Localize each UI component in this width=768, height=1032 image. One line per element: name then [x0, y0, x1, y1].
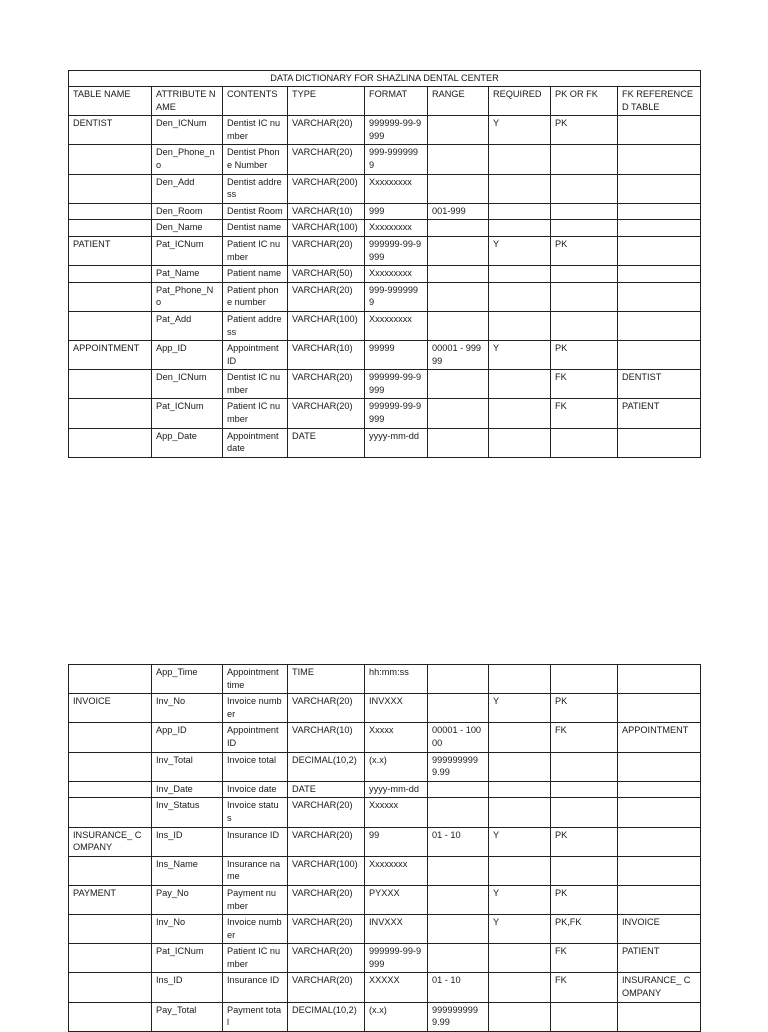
- format-cell: yyyy-mm-dd: [365, 428, 428, 457]
- table-name-cell: [69, 856, 152, 885]
- attribute-name-cell: Inv_Total: [152, 752, 223, 781]
- type-cell: VARCHAR(10): [288, 341, 365, 370]
- key-cell: [551, 145, 618, 174]
- table-name-cell: [69, 798, 152, 827]
- table-row: [69, 236, 701, 265]
- table-row: [69, 116, 701, 145]
- attribute-name-cell: Ins_ID: [152, 973, 223, 1002]
- type-cell: VARCHAR(10): [288, 723, 365, 752]
- required-cell: [489, 973, 551, 1002]
- format-cell: 999-9999999: [365, 282, 428, 311]
- key-cell: PK: [551, 885, 618, 914]
- required-cell: [489, 282, 551, 311]
- key-cell: [551, 752, 618, 781]
- format-cell: 999999-99-9999: [365, 370, 428, 399]
- format-cell: (x.x): [365, 1002, 428, 1031]
- attribute-name-cell: Den_Phone_no: [152, 145, 223, 174]
- format-cell: yyyy-mm-dd: [365, 781, 428, 798]
- fk-reference-cell: [618, 694, 701, 723]
- fk-reference-cell: [618, 266, 701, 283]
- fk-reference-cell: INVOICE: [618, 915, 701, 944]
- fk-reference-cell: [618, 145, 701, 174]
- table-name-cell: [69, 915, 152, 944]
- table-row: [69, 723, 701, 752]
- range-cell: 01 - 10: [428, 973, 489, 1002]
- format-cell: 99999: [365, 341, 428, 370]
- required-cell: [489, 203, 551, 220]
- contents-cell: Invoice number: [223, 694, 288, 723]
- column-header: FK REFERENCED TABLE: [618, 87, 701, 116]
- key-cell: PK: [551, 236, 618, 265]
- contents-cell: Patient IC number: [223, 399, 288, 428]
- range-cell: [428, 798, 489, 827]
- type-cell: VARCHAR(20): [288, 145, 365, 174]
- fk-reference-cell: DENTIST: [618, 370, 701, 399]
- table-row: [69, 399, 701, 428]
- fk-reference-cell: [618, 798, 701, 827]
- key-cell: [551, 311, 618, 340]
- range-cell: [428, 915, 489, 944]
- table-row: [69, 944, 701, 973]
- contents-cell: Dentist name: [223, 220, 288, 237]
- fk-reference-cell: [618, 827, 701, 856]
- table-name-cell: [69, 174, 152, 203]
- required-cell: [489, 856, 551, 885]
- required-cell: Y: [489, 116, 551, 145]
- attribute-name-cell: Ins_ID: [152, 827, 223, 856]
- type-cell: DECIMAL(10,2): [288, 1002, 365, 1031]
- title-row: [69, 71, 701, 87]
- table-row: [69, 1002, 701, 1031]
- format-cell: 999999-99-9999: [365, 236, 428, 265]
- format-cell: 999: [365, 203, 428, 220]
- range-cell: 9999999999.99: [428, 1002, 489, 1031]
- contents-cell: Dentist address: [223, 174, 288, 203]
- contents-cell: Insurance name: [223, 856, 288, 885]
- column-header: RANGE: [428, 87, 489, 116]
- table-row: [69, 915, 701, 944]
- format-cell: 999-9999999: [365, 145, 428, 174]
- table-name-cell: [69, 781, 152, 798]
- range-cell: [428, 885, 489, 914]
- required-cell: [489, 428, 551, 457]
- attribute-name-cell: Den_ICNum: [152, 370, 223, 399]
- attribute-name-cell: App_Date: [152, 428, 223, 457]
- contents-cell: Invoice status: [223, 798, 288, 827]
- contents-cell: Patient phone number: [223, 282, 288, 311]
- table-row: [69, 220, 701, 237]
- attribute-name-cell: Inv_Date: [152, 781, 223, 798]
- range-cell: [428, 694, 489, 723]
- fk-reference-cell: [618, 282, 701, 311]
- type-cell: VARCHAR(20): [288, 885, 365, 914]
- required-cell: [489, 723, 551, 752]
- key-cell: [551, 665, 618, 694]
- table-name-cell: [69, 203, 152, 220]
- attribute-name-cell: Pat_ICNum: [152, 944, 223, 973]
- contents-cell: Appointment time: [223, 665, 288, 694]
- contents-cell: Dentist Room: [223, 203, 288, 220]
- table-name-cell: [69, 145, 152, 174]
- table-name-cell: [69, 428, 152, 457]
- column-header: REQUIRED: [489, 87, 551, 116]
- required-cell: Y: [489, 885, 551, 914]
- format-cell: hh:mm:ss: [365, 665, 428, 694]
- key-cell: FK: [551, 944, 618, 973]
- required-cell: [489, 665, 551, 694]
- contents-cell: Patient name: [223, 266, 288, 283]
- type-cell: DATE: [288, 781, 365, 798]
- required-cell: [489, 370, 551, 399]
- contents-cell: Patient address: [223, 311, 288, 340]
- table-row: [69, 752, 701, 781]
- required-cell: Y: [489, 827, 551, 856]
- required-cell: Y: [489, 915, 551, 944]
- fk-reference-cell: [618, 116, 701, 145]
- required-cell: [489, 266, 551, 283]
- data-dictionary-table-page-2: [68, 664, 701, 1032]
- attribute-name-cell: Den_Room: [152, 203, 223, 220]
- fk-reference-cell: PATIENT: [618, 944, 701, 973]
- attribute-name-cell: Pat_Add: [152, 311, 223, 340]
- fk-reference-cell: [618, 1002, 701, 1031]
- table-name-cell: [69, 944, 152, 973]
- key-cell: [551, 428, 618, 457]
- key-cell: [551, 781, 618, 798]
- key-cell: [551, 856, 618, 885]
- contents-cell: Dentist IC number: [223, 370, 288, 399]
- required-cell: [489, 944, 551, 973]
- fk-reference-cell: [618, 428, 701, 457]
- fk-reference-cell: [618, 781, 701, 798]
- contents-cell: Patient IC number: [223, 944, 288, 973]
- type-cell: VARCHAR(10): [288, 203, 365, 220]
- range-cell: 9999999999.99: [428, 752, 489, 781]
- range-cell: [428, 781, 489, 798]
- type-cell: VARCHAR(200): [288, 174, 365, 203]
- format-cell: (x.x): [365, 752, 428, 781]
- key-cell: [551, 203, 618, 220]
- type-cell: VARCHAR(100): [288, 220, 365, 237]
- type-cell: VARCHAR(20): [288, 827, 365, 856]
- contents-cell: Patient IC number: [223, 236, 288, 265]
- attribute-name-cell: Inv_No: [152, 915, 223, 944]
- format-cell: Xxxxx: [365, 723, 428, 752]
- required-cell: Y: [489, 341, 551, 370]
- type-cell: VARCHAR(20): [288, 694, 365, 723]
- table-name-cell: [69, 311, 152, 340]
- format-cell: Xxxxxxxx: [365, 856, 428, 885]
- format-cell: INVXXX: [365, 915, 428, 944]
- key-cell: PK: [551, 694, 618, 723]
- table-row: [69, 341, 701, 370]
- range-cell: 00001 - 10000: [428, 723, 489, 752]
- required-cell: [489, 798, 551, 827]
- table-name-cell: INSURANCE_ COMPANY: [69, 827, 152, 856]
- format-cell: Xxxxxxxxx: [365, 311, 428, 340]
- key-cell: [551, 266, 618, 283]
- table-name-cell: [69, 370, 152, 399]
- key-cell: FK: [551, 973, 618, 1002]
- format-cell: 999999-99-9999: [365, 116, 428, 145]
- fk-reference-cell: [618, 311, 701, 340]
- type-cell: VARCHAR(20): [288, 236, 365, 265]
- table-row: [69, 856, 701, 885]
- fk-reference-cell: [618, 236, 701, 265]
- range-cell: 01 - 10: [428, 827, 489, 856]
- table-row: [69, 694, 701, 723]
- attribute-name-cell: Pat_ICNum: [152, 236, 223, 265]
- key-cell: PK: [551, 827, 618, 856]
- type-cell: VARCHAR(20): [288, 116, 365, 145]
- fk-reference-cell: [618, 341, 701, 370]
- attribute-name-cell: Den_ICNum: [152, 116, 223, 145]
- fk-reference-cell: [618, 203, 701, 220]
- required-cell: [489, 220, 551, 237]
- type-cell: VARCHAR(100): [288, 856, 365, 885]
- key-cell: [551, 220, 618, 237]
- range-cell: [428, 145, 489, 174]
- table-row: [69, 266, 701, 283]
- column-header: TYPE: [288, 87, 365, 116]
- table-name-cell: APPOINTMENT: [69, 341, 152, 370]
- fk-reference-cell: [618, 885, 701, 914]
- attribute-name-cell: Pat_ICNum: [152, 399, 223, 428]
- table-row: [69, 798, 701, 827]
- key-cell: FK: [551, 723, 618, 752]
- range-cell: [428, 370, 489, 399]
- format-cell: Xxxxxxxxx: [365, 174, 428, 203]
- contents-cell: Payment total: [223, 1002, 288, 1031]
- attribute-name-cell: Pat_Name: [152, 266, 223, 283]
- range-cell: [428, 944, 489, 973]
- attribute-name-cell: Den_Name: [152, 220, 223, 237]
- key-cell: PK: [551, 341, 618, 370]
- table-row: [69, 827, 701, 856]
- format-cell: 999999-99-9999: [365, 399, 428, 428]
- range-cell: [428, 665, 489, 694]
- attribute-name-cell: Inv_No: [152, 694, 223, 723]
- contents-cell: Dentist IC number: [223, 116, 288, 145]
- range-cell: [428, 236, 489, 265]
- type-cell: VARCHAR(20): [288, 944, 365, 973]
- required-cell: [489, 752, 551, 781]
- header-row: [69, 87, 701, 116]
- range-cell: [428, 116, 489, 145]
- format-cell: INVXXX: [365, 694, 428, 723]
- column-header: PK OR FK: [551, 87, 618, 116]
- key-cell: [551, 798, 618, 827]
- table-name-cell: PAYMENT: [69, 885, 152, 914]
- required-cell: [489, 311, 551, 340]
- contents-cell: Payment number: [223, 885, 288, 914]
- table-row: [69, 781, 701, 798]
- contents-cell: Invoice date: [223, 781, 288, 798]
- format-cell: Xxxxxx: [365, 798, 428, 827]
- fk-reference-cell: [618, 752, 701, 781]
- table-name-cell: [69, 723, 152, 752]
- table-row: [69, 282, 701, 311]
- format-cell: 99: [365, 827, 428, 856]
- table-title: DATA DICTIONARY FOR SHAZLINA DENTAL CENTER: [69, 71, 701, 87]
- table-name-cell: PATIENT: [69, 236, 152, 265]
- column-header: ATTRIBUTE NAME: [152, 87, 223, 116]
- contents-cell: Insurance ID: [223, 973, 288, 1002]
- contents-cell: Appointment ID: [223, 723, 288, 752]
- table-name-cell: [69, 752, 152, 781]
- attribute-name-cell: Den_Add: [152, 174, 223, 203]
- table-name-cell: [69, 220, 152, 237]
- type-cell: VARCHAR(20): [288, 915, 365, 944]
- attribute-name-cell: Pay_No: [152, 885, 223, 914]
- range-cell: [428, 311, 489, 340]
- key-cell: FK: [551, 399, 618, 428]
- type-cell: VARCHAR(100): [288, 311, 365, 340]
- fk-reference-cell: PATIENT: [618, 399, 701, 428]
- type-cell: VARCHAR(20): [288, 399, 365, 428]
- format-cell: XXXXX: [365, 973, 428, 1002]
- fk-reference-cell: INSURANCE_ COMPANY: [618, 973, 701, 1002]
- required-cell: [489, 781, 551, 798]
- type-cell: VARCHAR(20): [288, 798, 365, 827]
- fk-reference-cell: [618, 856, 701, 885]
- format-cell: 999999-99-9999: [365, 944, 428, 973]
- attribute-name-cell: Ins_Name: [152, 856, 223, 885]
- type-cell: VARCHAR(50): [288, 266, 365, 283]
- range-cell: 001-999: [428, 203, 489, 220]
- format-cell: Xxxxxxxxx: [365, 266, 428, 283]
- attribute-name-cell: Pat_Phone_No: [152, 282, 223, 311]
- range-cell: [428, 174, 489, 203]
- contents-cell: Appointment date: [223, 428, 288, 457]
- key-cell: PK,FK: [551, 915, 618, 944]
- required-cell: [489, 1002, 551, 1031]
- table-row: [69, 973, 701, 1002]
- table-name-cell: [69, 665, 152, 694]
- contents-cell: Insurance ID: [223, 827, 288, 856]
- key-cell: FK: [551, 370, 618, 399]
- format-cell: Xxxxxxxxx: [365, 220, 428, 237]
- attribute-name-cell: App_Time: [152, 665, 223, 694]
- table-name-cell: INVOICE: [69, 694, 152, 723]
- format-cell: PYXXX: [365, 885, 428, 914]
- type-cell: VARCHAR(20): [288, 282, 365, 311]
- required-cell: [489, 145, 551, 174]
- column-header: TABLE NAME: [69, 87, 152, 116]
- table-row: [69, 665, 701, 694]
- attribute-name-cell: App_ID: [152, 723, 223, 752]
- table-row: [69, 428, 701, 457]
- column-header: FORMAT: [365, 87, 428, 116]
- fk-reference-cell: APPOINTMENT: [618, 723, 701, 752]
- required-cell: [489, 174, 551, 203]
- key-cell: [551, 1002, 618, 1031]
- range-cell: [428, 282, 489, 311]
- table-name-cell: [69, 266, 152, 283]
- table-row: [69, 203, 701, 220]
- fk-reference-cell: [618, 174, 701, 203]
- type-cell: TIME: [288, 665, 365, 694]
- key-cell: PK: [551, 116, 618, 145]
- data-dictionary-table-page-1: [68, 70, 701, 458]
- type-cell: VARCHAR(20): [288, 370, 365, 399]
- required-cell: Y: [489, 236, 551, 265]
- table-name-cell: [69, 1002, 152, 1031]
- table-name-cell: [69, 399, 152, 428]
- table-row: [69, 370, 701, 399]
- key-cell: [551, 174, 618, 203]
- table-name-cell: [69, 282, 152, 311]
- range-cell: [428, 266, 489, 283]
- contents-cell: Invoice number: [223, 915, 288, 944]
- range-cell: [428, 856, 489, 885]
- type-cell: DATE: [288, 428, 365, 457]
- attribute-name-cell: App_ID: [152, 341, 223, 370]
- range-cell: [428, 399, 489, 428]
- fk-reference-cell: [618, 220, 701, 237]
- attribute-name-cell: Inv_Status: [152, 798, 223, 827]
- type-cell: VARCHAR(20): [288, 973, 365, 1002]
- attribute-name-cell: Pay_Total: [152, 1002, 223, 1031]
- table-name-cell: DENTIST: [69, 116, 152, 145]
- contents-cell: Appointment ID: [223, 341, 288, 370]
- key-cell: [551, 282, 618, 311]
- required-cell: Y: [489, 694, 551, 723]
- range-cell: [428, 428, 489, 457]
- contents-cell: Invoice total: [223, 752, 288, 781]
- range-cell: [428, 220, 489, 237]
- column-header: CONTENTS: [223, 87, 288, 116]
- type-cell: DECIMAL(10,2): [288, 752, 365, 781]
- table-row: [69, 145, 701, 174]
- table-row: [69, 174, 701, 203]
- table-row: [69, 885, 701, 914]
- table-name-cell: [69, 973, 152, 1002]
- table-row: [69, 311, 701, 340]
- contents-cell: Dentist Phone Number: [223, 145, 288, 174]
- fk-reference-cell: [618, 665, 701, 694]
- range-cell: 00001 - 99999: [428, 341, 489, 370]
- required-cell: [489, 399, 551, 428]
